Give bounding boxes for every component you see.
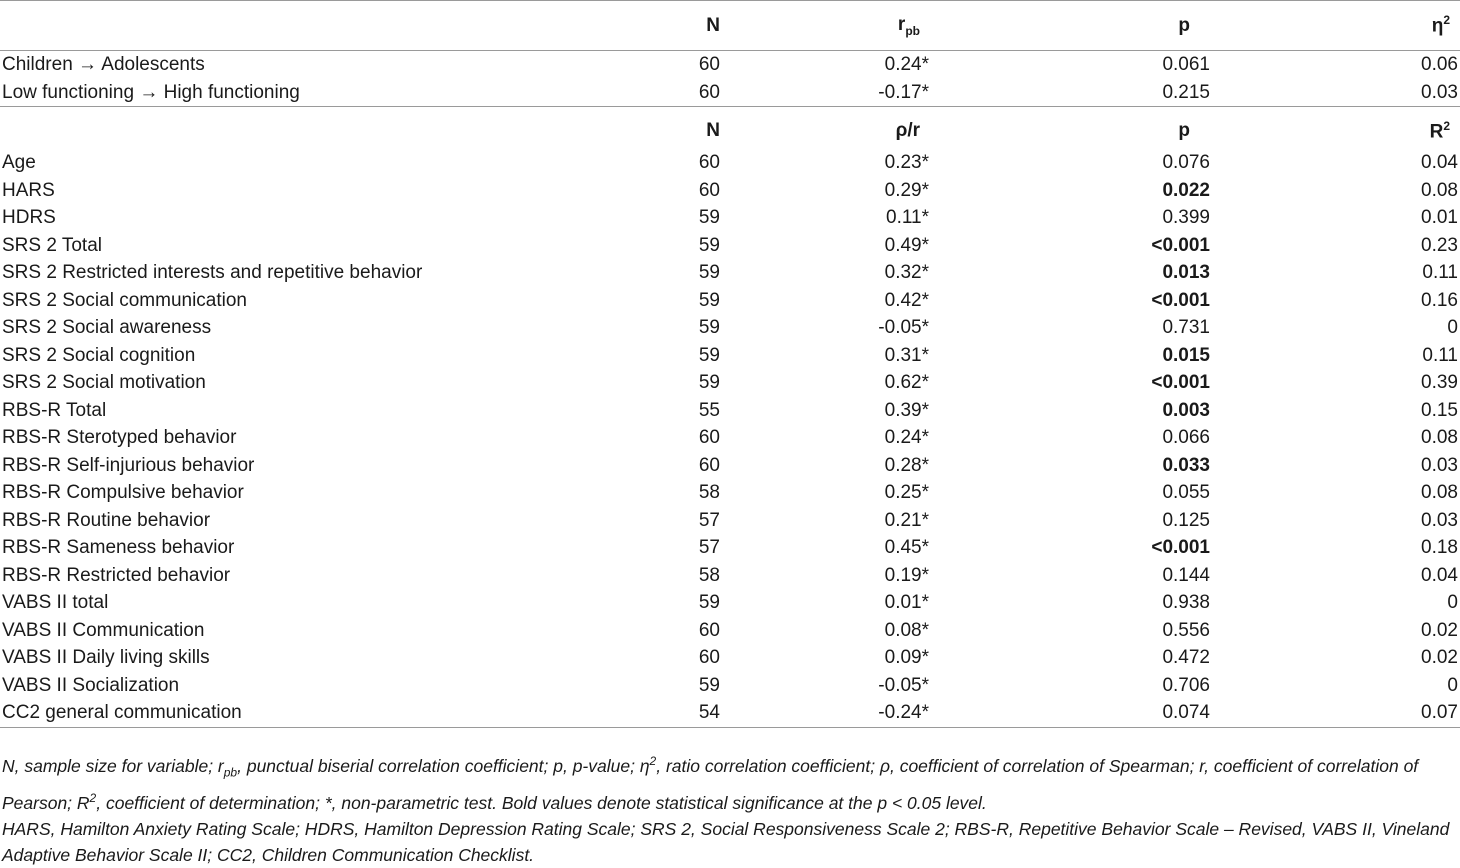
row-n: 60 xyxy=(698,427,720,448)
row-p-value: 0.074 xyxy=(1020,699,1270,727)
table-row xyxy=(0,259,1460,287)
row-label: VABS II Daily living skills xyxy=(2,647,210,668)
row-n: 59 xyxy=(698,372,720,393)
row-n: 59 xyxy=(698,207,720,228)
header-row xyxy=(0,1,1460,51)
note-abbreviations: N, sample size for variable; $r_{pb}$, punctual biserial correlation coefficient; p, p-value; $\eta^2$, ratio correlation coefficient; ρ, coefficient of correlation of Spearman; r, coefficient of correlation of Pearson; $R^2$, coefficient of determination; *, non-parametric test. Bold values denote statistical significance at the p < 0.05 level. xyxy=(2,754,1419,814)
row-p-value: 0.015 xyxy=(1162,344,1210,366)
row-correlation: 0.28* xyxy=(884,454,929,476)
row-effect-size: 0.11 xyxy=(1422,344,1458,366)
row-n: 55 xyxy=(698,399,720,421)
row-effect-size: 0.03 xyxy=(1421,454,1458,476)
row-p-value: <0.001 xyxy=(1151,372,1210,393)
row-n: 60 xyxy=(590,79,730,107)
row-p-value: 0.472 xyxy=(1162,647,1210,668)
table-row xyxy=(0,177,1460,205)
row-correlation: 0.42* xyxy=(884,289,929,311)
table-row xyxy=(0,644,1460,672)
row-correlation: 0.31* xyxy=(884,344,929,366)
row-p-value: 0.731 xyxy=(1162,317,1210,338)
table-row xyxy=(0,149,1460,177)
row-label: Age xyxy=(2,152,36,173)
row-correlation: 0.21* xyxy=(884,509,929,531)
row-correlation: 0.45* xyxy=(884,537,929,558)
row-correlation: 0.62* xyxy=(884,372,929,393)
row-n: 60 xyxy=(698,647,720,668)
row-correlation: 0.39* xyxy=(884,399,929,421)
row-n: 60 xyxy=(698,454,720,476)
row-p-value: <0.001 xyxy=(1151,234,1210,256)
row-p-value: 0.076 xyxy=(1162,152,1210,173)
row-label: Children → Adolescents xyxy=(2,54,205,75)
table-row xyxy=(0,314,1460,342)
row-p-value: 0.125 xyxy=(1162,509,1210,531)
row-correlation: 0.01* xyxy=(884,592,929,613)
row-p-value: 0.013 xyxy=(1162,262,1210,283)
row-p-value: 0.061 xyxy=(1162,54,1210,75)
row-effect-size: 0.08 xyxy=(1421,427,1458,448)
row-label: Low functioning → High functioning xyxy=(0,79,590,107)
row-correlation: 0.09* xyxy=(884,647,929,668)
row-effect-size: 0.06 xyxy=(1421,54,1458,75)
row-effect-size: 0.23 xyxy=(1421,234,1458,256)
row-n: 60 xyxy=(698,619,720,641)
row-correlation: 0.24* xyxy=(884,427,929,448)
row-n: 59 xyxy=(698,262,720,283)
row-correlation: -0.05* xyxy=(878,674,929,696)
row-p-value: 0.066 xyxy=(1162,427,1210,448)
row-label: SRS 2 Social cognition xyxy=(2,344,196,366)
row-label: RBS-R Compulsive behavior xyxy=(2,482,244,503)
subheader-n: N xyxy=(706,120,720,141)
header-label xyxy=(0,1,590,51)
subheader-r2: $R^2$ xyxy=(1429,118,1450,143)
row-effect-size: 0.01 xyxy=(1421,207,1458,228)
row-label: CC2 general communication xyxy=(0,699,590,727)
row-label: RBS-R Sameness behavior xyxy=(2,537,235,558)
row-p-value: 0.215 xyxy=(1020,79,1270,107)
table-row xyxy=(0,562,1460,590)
table-row xyxy=(0,617,1460,645)
table-row xyxy=(0,204,1460,232)
row-label: SRS 2 Restricted interests and repetitive behavior xyxy=(2,262,423,283)
row-effect-size: 0.39 xyxy=(1421,372,1458,393)
table-row xyxy=(0,672,1460,700)
row-effect-size: 0.04 xyxy=(1421,152,1458,173)
table-row xyxy=(0,342,1460,370)
row-label: RBS-R Total xyxy=(2,399,107,421)
row-effect-size: 0.11 xyxy=(1422,262,1458,283)
row-label: VABS II Socialization xyxy=(2,674,180,696)
row-p-value: 0.556 xyxy=(1162,619,1210,641)
row-effect-size: 0.02 xyxy=(1421,619,1458,641)
row-n: 58 xyxy=(698,482,720,503)
subheader-p: p xyxy=(1178,120,1190,141)
row-correlation: 0.08* xyxy=(884,619,929,641)
row-label: VABS II Communication xyxy=(2,619,205,641)
row-label: RBS-R Sterotyped behavior xyxy=(2,427,237,448)
row-effect-size: 0 xyxy=(1447,317,1458,338)
row-n: 59 xyxy=(698,344,720,366)
row-n: 60 xyxy=(698,54,720,75)
row-n: 59 xyxy=(698,674,720,696)
row-p-value: 0.399 xyxy=(1162,207,1210,228)
group2-body xyxy=(0,149,1460,727)
table-row xyxy=(0,479,1460,507)
row-n: 59 xyxy=(698,289,720,311)
row-label: HDRS xyxy=(2,207,56,228)
row-n: 58 xyxy=(698,564,720,586)
row-correlation: 0.24* xyxy=(884,54,929,75)
row-effect-size: 0 xyxy=(1447,674,1458,696)
row-n: 59 xyxy=(698,317,720,338)
row-effect-size: 0.18 xyxy=(1421,537,1458,558)
row-p-value: 0.033 xyxy=(1162,454,1210,476)
table-row xyxy=(0,232,1460,260)
row-effect-size: 0.04 xyxy=(1421,564,1458,586)
table-row xyxy=(0,369,1460,397)
row-correlation: 0.29* xyxy=(884,179,929,201)
header-eta: $\eta^2$ xyxy=(1270,1,1460,51)
row-p-value: 0.055 xyxy=(1162,482,1210,503)
row-effect-size: 0.03 xyxy=(1270,79,1460,107)
row-label: HARS xyxy=(2,179,55,201)
row-correlation: 0.32* xyxy=(884,262,929,283)
row-correlation: -0.17* xyxy=(730,79,1020,107)
table-row xyxy=(0,507,1460,535)
row-correlation: 0.23* xyxy=(884,152,929,173)
row-correlation: 0.11* xyxy=(886,207,929,228)
row-correlation: -0.24* xyxy=(730,699,1020,727)
row-effect-size: 0.03 xyxy=(1421,509,1458,531)
row-effect-size: 0.02 xyxy=(1421,647,1458,668)
row-p-value: 0.022 xyxy=(1162,179,1210,201)
row-p-value: <0.001 xyxy=(1151,537,1210,558)
row-n: 57 xyxy=(698,537,720,558)
table-row xyxy=(0,397,1460,425)
subheader-rho-r: ρ/r xyxy=(895,120,920,141)
row-label: SRS 2 Social awareness xyxy=(2,317,212,338)
row-p-value: 0.938 xyxy=(1162,592,1210,613)
row-p-value: <0.001 xyxy=(1151,289,1210,311)
subheader-body xyxy=(0,107,1460,150)
row-p-value: 0.706 xyxy=(1162,674,1210,696)
row-effect-size: 0.16 xyxy=(1421,289,1458,311)
row-n: 57 xyxy=(698,509,720,531)
row-correlation: 0.19* xyxy=(884,564,929,586)
row-effect-size: 0.15 xyxy=(1421,399,1458,421)
table-row xyxy=(0,589,1460,617)
note-scales: HARS, Hamilton Anxiety Rating Scale; HDRS, Hamilton Depression Rating Scale; SRS 2, Social Responsiveness Scale 2; RBS-R, Repetitive Behavior Scale – Revised, VABS II, Vineland Adaptive Behavior Scale II; CC2, Children Communication Checklist. xyxy=(2,819,1450,866)
header-p: p xyxy=(1020,1,1270,51)
group1-body xyxy=(0,51,1460,107)
table-row xyxy=(0,51,1460,79)
row-n: 60 xyxy=(698,179,720,201)
row-correlation: 0.25* xyxy=(884,482,929,503)
table-row xyxy=(0,452,1460,480)
row-label: VABS II total xyxy=(2,592,109,613)
row-n: 59 xyxy=(698,234,720,256)
table-row xyxy=(0,699,1460,727)
row-label: SRS 2 Total xyxy=(2,234,102,256)
row-p-value: 0.144 xyxy=(1162,564,1210,586)
table-row xyxy=(0,79,1460,107)
row-label: RBS-R Restricted behavior xyxy=(2,564,231,586)
row-effect-size: 0.08 xyxy=(1421,179,1458,201)
row-effect-size: 0 xyxy=(1447,592,1458,613)
row-label: SRS 2 Social communication xyxy=(2,289,247,311)
subheader-label xyxy=(0,107,590,150)
row-label: RBS-R Routine behavior xyxy=(2,509,211,531)
subheader-row xyxy=(0,107,1460,150)
table-row xyxy=(0,287,1460,315)
row-effect-size: 0.07 xyxy=(1270,699,1460,727)
row-n: 60 xyxy=(698,152,720,173)
table-row xyxy=(0,534,1460,562)
table-notes xyxy=(2,748,1458,868)
header-n: N xyxy=(590,1,730,51)
table-row xyxy=(0,424,1460,452)
row-correlation: -0.05* xyxy=(878,317,929,338)
row-correlation: 0.49* xyxy=(884,234,929,256)
row-label: SRS 2 Social motivation xyxy=(2,372,206,393)
row-n: 54 xyxy=(590,699,730,727)
row-p-value: 0.003 xyxy=(1162,399,1210,421)
row-n: 59 xyxy=(698,592,720,613)
row-label: RBS-R Self-injurious behavior xyxy=(2,454,255,476)
header-rpb: $r_{pb}$ xyxy=(730,1,1020,51)
row-effect-size: 0.08 xyxy=(1421,482,1458,503)
